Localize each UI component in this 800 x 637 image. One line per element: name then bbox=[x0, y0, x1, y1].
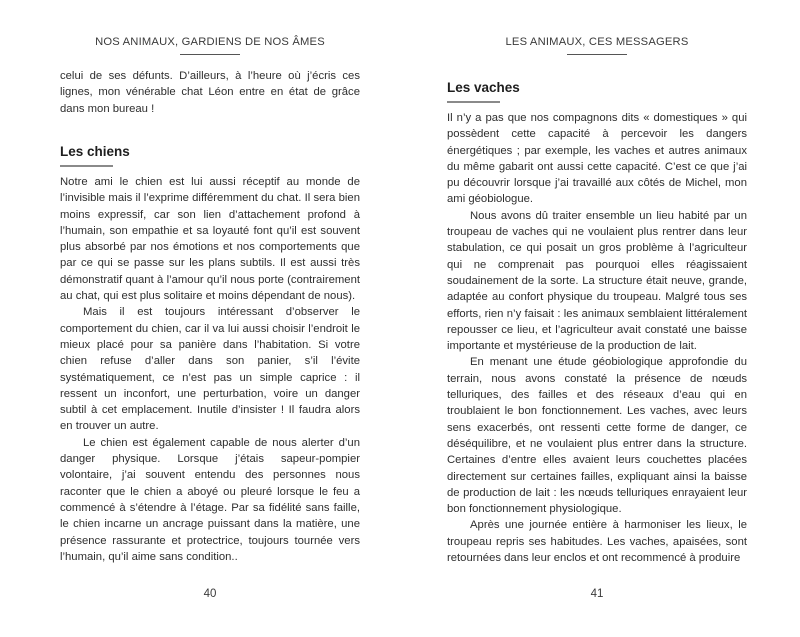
section-title-rule bbox=[447, 101, 500, 103]
chiens-body bbox=[60, 174, 360, 565]
paragraph: Mais il est toujours intéressant d’observer le comportement du chien, car il va lui aussi choisir l’endroit le mieux placé pour sa panière dans l’habitation. Si votre chien refuse d’aller dans son panier, s’il l’évite systématiquement, ce n’est pas un simple caprice : il ressent un inconfort, une perturbation, voire un danger subtil à cet emplacement. Inutile d’insister ! Il faudra alors en trouver un autre. bbox=[60, 306, 360, 433]
right-page bbox=[447, 0, 747, 637]
section-title: Les chiens bbox=[60, 144, 130, 159]
running-head: LES ANIMAUX, CES MESSAGERS bbox=[505, 36, 689, 48]
section-title: Les vaches bbox=[447, 80, 520, 95]
intro-text bbox=[60, 68, 360, 117]
paragraph: Après une journée entière à harmoniser les lieux, le troupeau repris ses habitudes. Les vaches, apaisées, sont retournées dans leur enclos et ont recommencé à produire bbox=[447, 519, 747, 565]
paragraph: Nous avons dû traiter ensemble un lieu habité par un troupeau de vaches qui ne voulaient plus rentrer dans leur stabulation, ce qui posait un gros problème à l’agriculteur qui ne comprenait pas pourquoi elles réagissaient soudainement de la sorte. La structure était neuve, grande, adaptée au confort physique du troupeau. Malgré tous ses efforts, rien n’y faisait : les animaux semblaient littéralement repousser ce lieu, et l’agriculteur avait constaté une baisse importante et mystérieuse de la production de lait. bbox=[447, 209, 747, 353]
paragraph: En menant une étude géobiologique approfondie du terrain, nous avons constaté la présence de nœuds telluriques, des failles et des réseaux d’eau qui en troublaient le bon fonctionnement. Les vaches, avec leurs sens exacerbés, ont ressenti cette forme de danger, ce déséquilibre, et ne voulaient plus entrer dans la structure. Certaines d’entre elles avaient leurs couchettes placées directement sur certaines failles, expliquant ainsi la baisse de production de lait : les nœuds telluriques enrayaient leur bon fonctionnement physiologique. bbox=[447, 356, 747, 516]
running-head-rule bbox=[180, 54, 240, 55]
paragraph: Le chien est également capable de nous alerter d’un danger physique. Lorsque j’étais sapeur-pompier volontaire, j’ai souvent entendu des personnes nous raconter que le chien a aboyé ou pleuré lorsque le feu a commencé à s’étendre à l’étage. Par sa fidélité sans faille, le chien incarne un ancrage puissant dans la matière, une présence rassurante et protectrice, toujours tournée vers l’humain, qu’il aime sans condition.. bbox=[60, 436, 360, 563]
running-head-rule bbox=[567, 54, 627, 55]
left-page bbox=[60, 0, 360, 637]
page-number: 40 bbox=[203, 588, 217, 600]
vaches-body bbox=[447, 110, 747, 566]
paragraph: Notre ami le chien est lui aussi réceptif au monde de l’invisible mais il l’exprime différemment du chat. Il sera bien moins expressif, car son lien d’attachement profond à l’humain, son empathie et sa loyauté font qu’il est souvent plus absorbé par nos émotions et nos comportements que par ce qui se passe sur les plans subtils. Il est aussi très démonstratif quant à l’amour qu’il nous porte (contrairement au chat, qui est plus solitaire et moins dépendant de nous). bbox=[60, 176, 360, 303]
paragraph: celui de ses défunts. D’ailleurs, à l’heure où j’écris ces lignes, mon vénérable chat Léon entre en état de grâce dans mon bureau ! bbox=[60, 70, 360, 115]
running-head: NOS ANIMAUX, GARDIENS DE NOS ÂMES bbox=[95, 36, 325, 48]
section-chiens bbox=[60, 144, 360, 167]
section-vaches bbox=[447, 80, 747, 103]
paragraph: Il n’y a pas que nos compagnons dits « domestiques » qui possèdent cette capacité à percevoir les dangers énergétiques ; par exemple, les vaches et autres animaux du même gabarit ont aussi cette capacité. C’est ce que j’ai pu découvrir lorsque j’ai travaillé aux côtés de Michel, mon ami géobiologue. bbox=[447, 112, 747, 206]
page-number: 41 bbox=[590, 588, 604, 600]
section-title-rule bbox=[60, 165, 113, 167]
